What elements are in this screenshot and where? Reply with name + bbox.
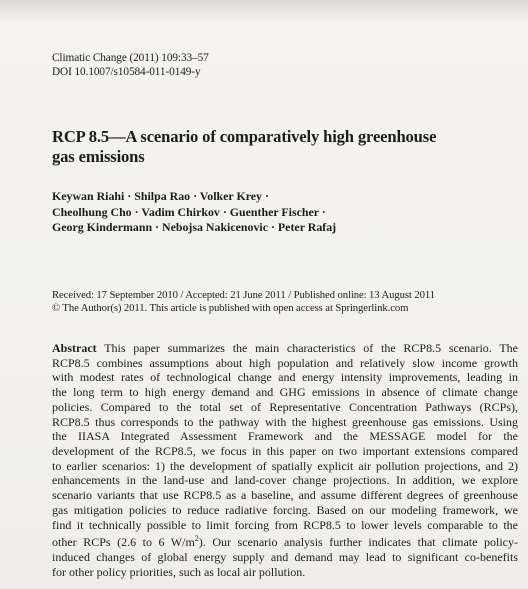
abstract-label: Abstract — [52, 341, 97, 355]
author-line-3: Georg Kindermann · Nebojsa Nakicenovic · Peter Rafaj — [52, 220, 337, 234]
page-top-shadow — [0, 0, 528, 22]
doi-line: DOI 10.1007/s10584-011-0149-y — [52, 65, 201, 78]
abstract-line: scenario variants that use RCP8.5 as a baseline, and assume different degrees of greenhouse — [52, 488, 518, 503]
paper-title-line-1: RCP 8.5—A scenario of comparatively high greenhouse — [52, 127, 437, 146]
abstract-line: RCP8.5 combines assumptions about high population and relatively slow income growth — [52, 355, 518, 370]
abstract-line: find it technically possible to limit forcing from RCP8.5 to lower levels comparable to the — [52, 517, 518, 532]
paper-title — [52, 127, 512, 167]
journal-citation: Climatic Change (2011) 109:33–57 — [52, 52, 209, 64]
publication-dates: Received: 17 September 2010 / Accepted: 21 June 2011 / Published online: 13 August 2011 — [52, 289, 435, 301]
abstract-line: induced changes of global energy supply and demand may lead to significant co-benefits — [52, 550, 518, 565]
author-line-1: Keywan Riahi · Shilpa Rao · Volker Krey · — [52, 189, 269, 203]
author-line-2: Cheolhung Cho · Vadim Chirkov · Guenther Fischer · — [52, 204, 326, 219]
abstract-line: Abstract This paper summarizes the main characteristics of the RCP8.5 scenario. The — [52, 341, 518, 355]
publication-info — [52, 289, 435, 315]
abstract-line: development of the RCP8.5, we focus in this paper on two important extensions compared — [52, 444, 518, 459]
journal-header — [52, 52, 209, 79]
abstract-line: with modest rates of technological change and energy intensity improvements, leading in — [52, 370, 518, 385]
abstract-line: to earlier scenarios: 1) the development of spatially explicit air pollution projections, and 2) — [52, 458, 518, 473]
abstract-line: the IIASA Integrated Assessment Framework and the MESSAGE model for the — [52, 429, 518, 444]
abstract-line: enhancements in the land-use and land-cover change projections. In addition, we explore — [52, 473, 518, 488]
abstract-line: the long term to high energy demand and GHG emissions in absence of climate change — [52, 385, 518, 400]
abstract — [52, 341, 518, 580]
abstract-line: RCP8.5 thus corresponds to the pathway with the highest greenhouse gas emissions. Using — [52, 414, 518, 429]
abstract-line: other RCPs (2.6 to 6 $W/m^2$). Our scenario analysis further indicates that climate policy- — [52, 534, 518, 550]
abstract-line: policies. Compared to the total set of Representative Concentration Pathways (RCPs), — [52, 399, 518, 414]
abstract-line: gas mitigation policies to reduce radiative forcing. Based on our modeling framework, we — [52, 502, 518, 517]
author-list — [52, 189, 336, 236]
copyright-notice: © The Author(s) 2011. This article is published with open access at Springerlink.com — [52, 302, 409, 314]
paper-title-line-2: gas emissions — [52, 147, 145, 166]
abstract-line: for other policy priorities, such as local air pollution. — [52, 564, 306, 579]
superscript-2: 2 — [194, 534, 199, 544]
